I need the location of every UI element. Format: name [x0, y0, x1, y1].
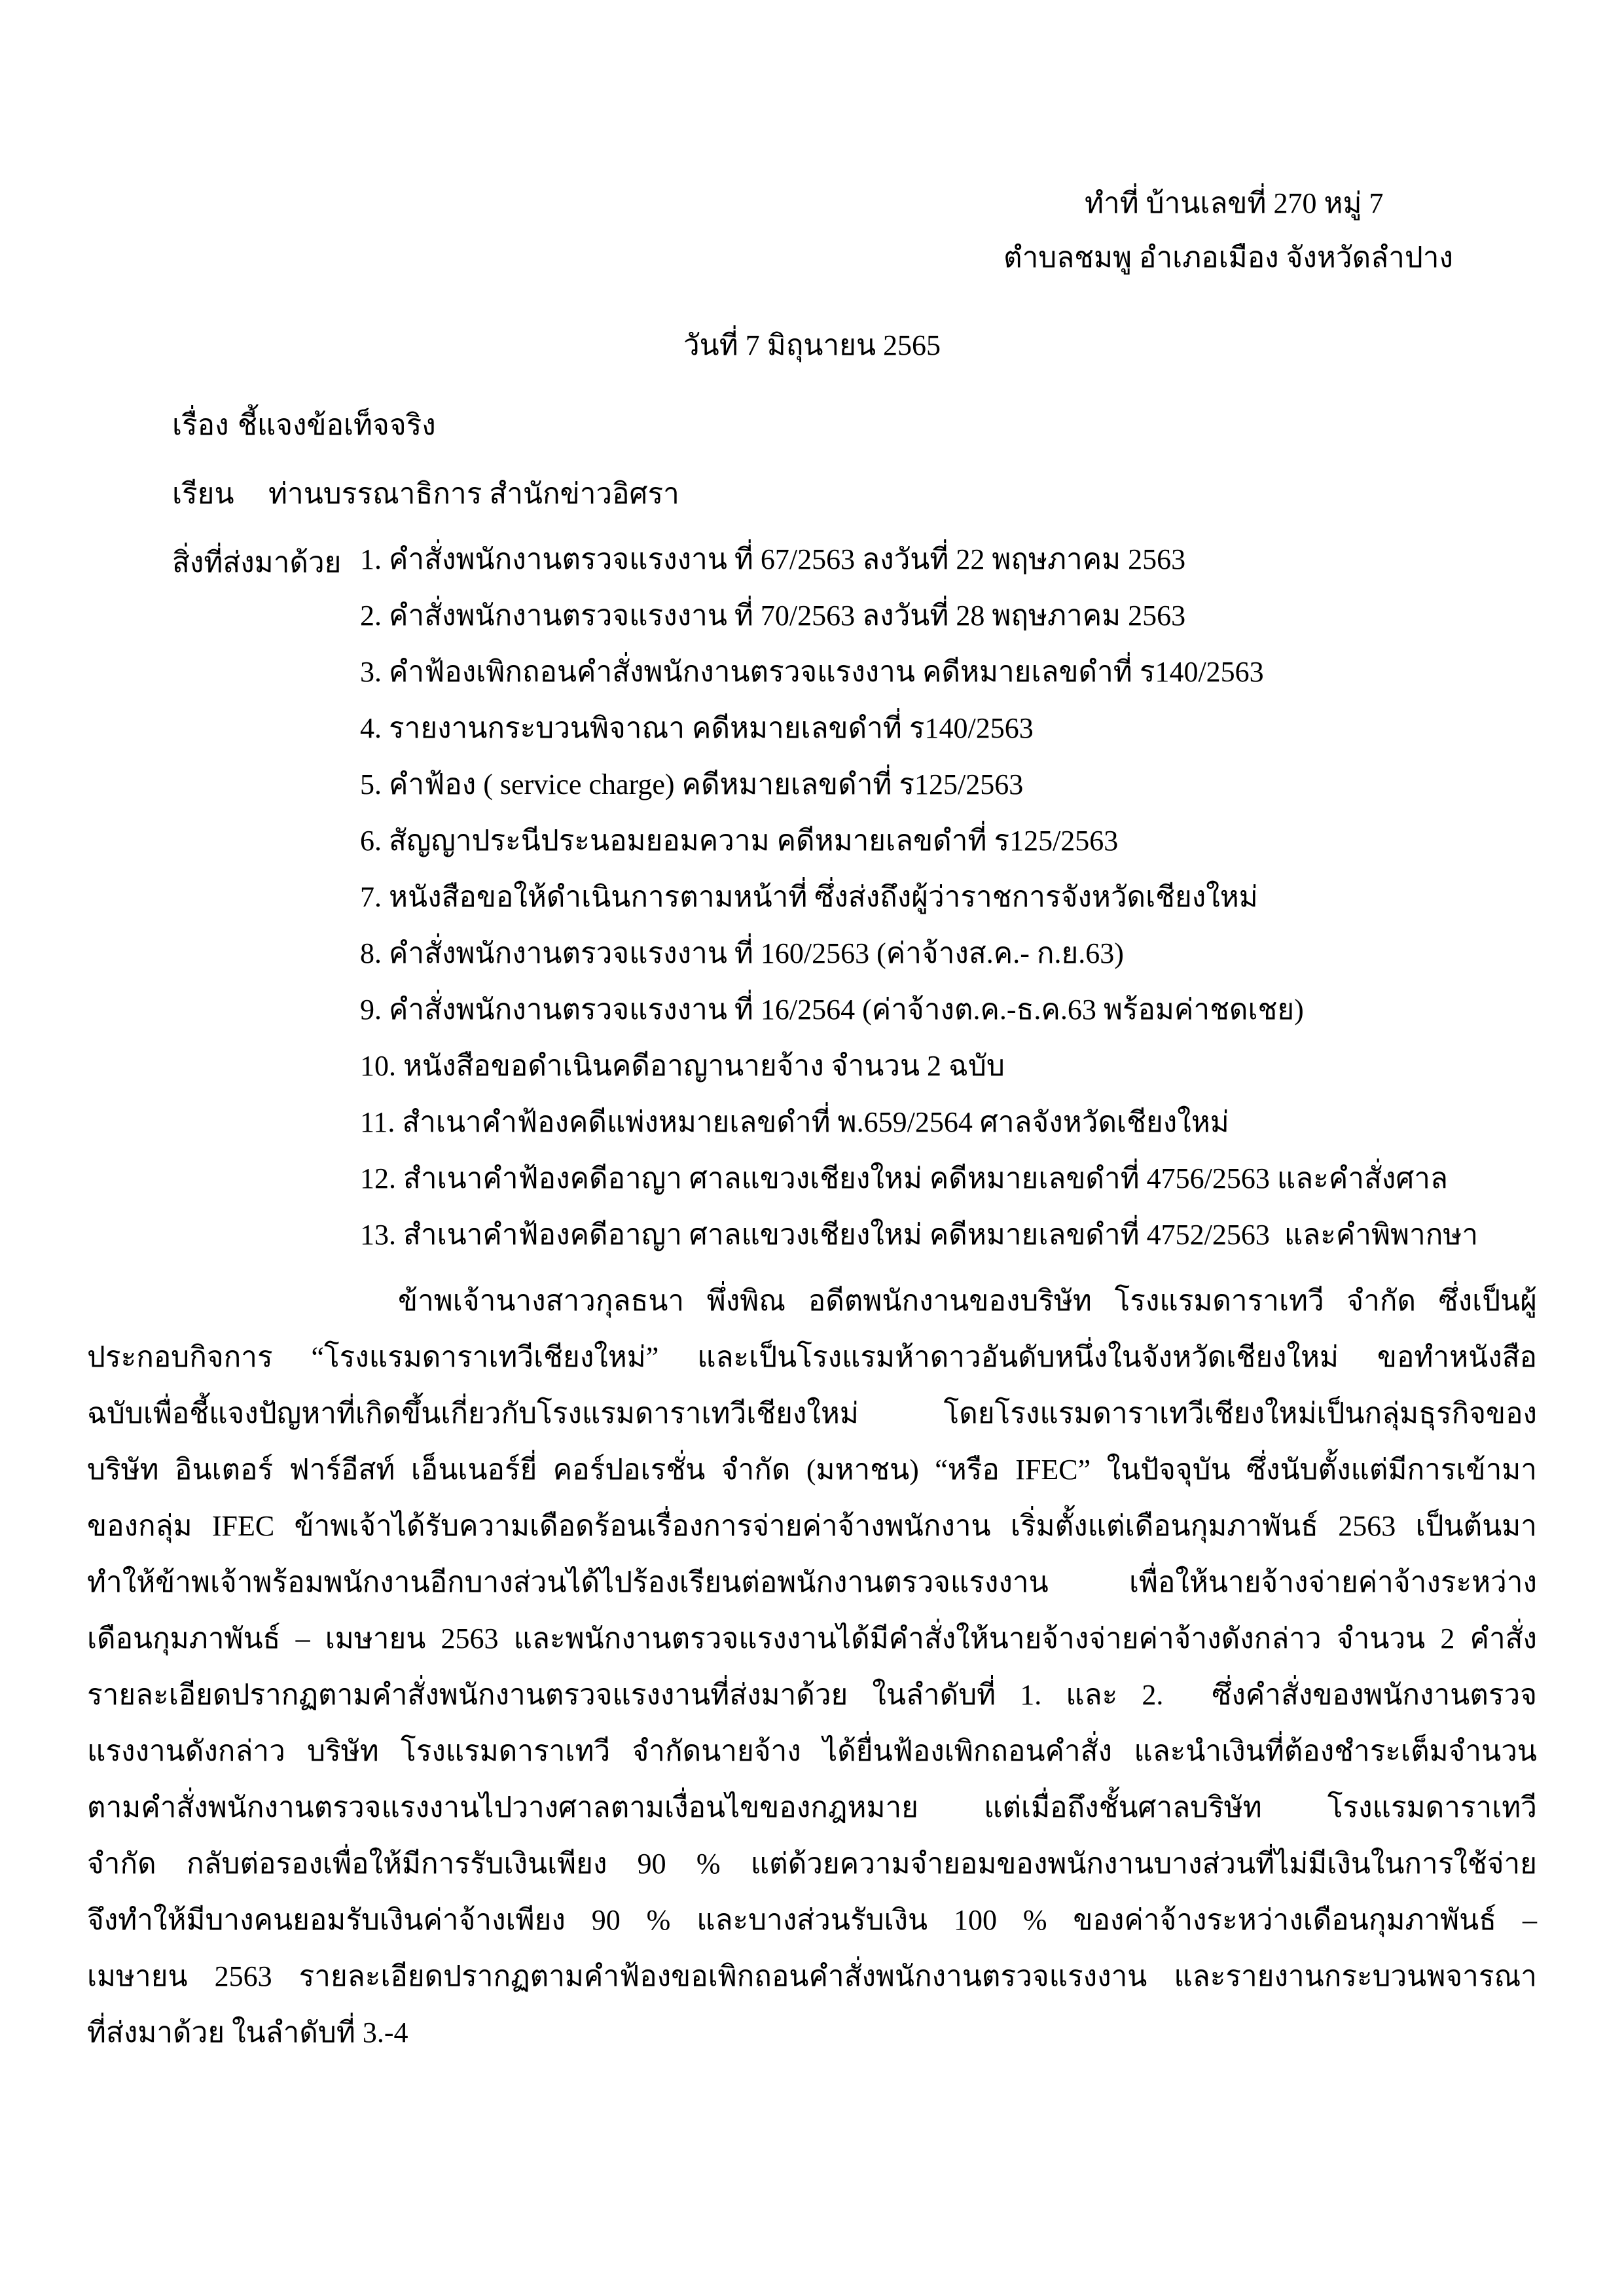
body-line: เมษายน 2563 รายละเอียดปรากฏตามคำฟ้องขอเพิกถอนคำสั่งพนักงานตรวจแรงงาน และรายงานกระบวนพจารณา	[87, 1960, 1537, 1992]
recipient-value: ท่านบรรณาธิการ สำนักข่าวอิศรา	[268, 478, 679, 510]
attachment-item: 6. สัญญาประนีประนอมยอมความ คดีหมายเลขดำที่ ร125/2563	[360, 825, 1119, 857]
attachment-item: 9. คำสั่งพนักงานตรวจแรงงาน ที่ 16/2564 (ค่าจ้างต.ค.-ธ.ค.63 พร้อมค่าชดเชย)	[360, 994, 1304, 1026]
attachments-label: สิ่งที่ส่งมาด้วย	[172, 547, 342, 579]
made-at-line: ทำที่ บ้านเลขที่ 270 หมู่ 7	[1085, 187, 1384, 219]
date-line: วันที่ 7 มิถุนายน 2565	[683, 329, 941, 361]
body-line: จึงทำให้มีบางคนยอมรับเงินค่าจ้างเพียง 90 % และบางส่วนรับเงิน 100 % ของค่าจ้างระหว่างเดือนกุมภาพันธ์ –	[87, 1904, 1537, 1936]
attachment-item: 12. สำเนาคำฟ้องคดีอาญา ศาลแขวงเชียงใหม่ คดีหมายเลขดำที่ 4756/2563 และคำสั่งศาล	[360, 1162, 1448, 1194]
attachment-item: 10. หนังสือขอดำเนินคดีอาญานายจ้าง จำนวน 2 ฉบับ	[360, 1050, 1005, 1082]
attachment-item: 1. คำสั่งพนักงานตรวจแรงงาน ที่ 67/2563 ลงวันที่ 22 พฤษภาคม 2563	[360, 543, 1186, 575]
body-line: แรงงานดังกล่าว บริษัท โรงแรมดาราเทวี จำกัดนายจ้าง ได้ยื่นฟ้องเพิกถอนคำสั่ง และนำเงินที่ต้องชำระเต็มจำนวน	[87, 1735, 1537, 1767]
body-line: บริษัท อินเตอร์ ฟาร์อีสท์ เอ็นเนอร์ยี่ คอร์ปอเรชั่น จำกัด (มหาชน) “หรือ IFEC” ในปัจจุบัน ซึ่งนับตั้งแต่มีการเข้ามา	[87, 1454, 1537, 1486]
address-line: ตำบลชมพู อำเภอเมือง จังหวัดลำปาง	[1003, 242, 1453, 274]
body-line: ฉบับเพื่อชี้แจงปัญหาที่เกิดขึ้นเกี่ยวกับโรงแรมดาราเทวีเชียงใหม่ โดยโรงแรมดาราเทวีเชียงใหม่เป็นกลุ่มธุรกิจของ	[87, 1397, 1537, 1429]
subject-value: ชี้แจงข้อเท็จจริง	[238, 409, 436, 441]
body-line: ประกอบกิจการ “โรงแรมดาราเทวีเชียงใหม่” และเป็นโรงแรมห้าดาวอันดับหนึ่งในจังหวัดเชียงใหม่ ขอทำหนังสือ	[87, 1341, 1537, 1373]
body-line: ที่ส่งมาด้วย ในลำดับที่ 3.-4	[87, 2017, 408, 2049]
letter-body	[87, 1273, 1537, 2061]
attachment-item: 2. คำสั่งพนักงานตรวจแรงงาน ที่ 70/2563 ลงวันที่ 28 พฤษภาคม 2563	[360, 600, 1186, 632]
attachment-item: 4. รายงานกระบวนพิจาณา คดีหมายเลขดำที่ ร140/2563	[360, 712, 1034, 744]
attachment-item: 7. หนังสือขอให้ดำเนินการตามหน้าที่ ซึ่งส่งถึงผู้ว่าราชการจังหวัดเชียงใหม่	[360, 881, 1258, 913]
subject-label: เรื่อง	[172, 409, 229, 441]
body-line: ทำให้ข้าพเจ้าพร้อมพนักงานอีกบางส่วนได้ไปร้องเรียนต่อพนักงานตรวจแรงงาน เพื่อให้นายจ้างจ่ายค่าจ้างระหว่าง	[87, 1566, 1537, 1598]
attachment-item: 13. สำเนาคำฟ้องคดีอาญา ศาลแขวงเชียงใหม่ คดีหมายเลขดำที่ 4752/2563 และคำพิพากษา	[360, 1219, 1479, 1251]
body-line: เดือนกุมภาพันธ์ – เมษายน 2563 และพนักงานตรวจแรงงานได้มีคำสั่งให้นายจ้างจ่ายค่าจ้างดังกล่าว จำนวน 2 คำสั่ง	[87, 1623, 1537, 1655]
attachment-item: 5. คำฟ้อง ( service charge) คดีหมายเลขดำที่ ร125/2563	[360, 768, 1024, 800]
attachments-list	[360, 531, 1545, 1263]
body-line: ตามคำสั่งพนักงานตรวจแรงงานไปวางศาลตามเงื่อนไขของกฎหมาย แต่เมื่อถึงชั้นศาลบริษัท โรงแรมดาราเทวี	[87, 1791, 1537, 1823]
attachment-item: 3. คำฟ้องเพิกถอนคำสั่งพนักงานตรวจแรงงาน คดีหมายเลขดำที่ ร140/2563	[360, 656, 1264, 688]
body-line: จำกัด กลับต่อรองเพื่อให้มีการรับเงินเพียง 90 % แต่ด้วยความจำยอมของพนักงานบางส่วนที่ไม่มีเงินในการใช้จ่าย	[87, 1848, 1537, 1880]
recipient-label: เรียน	[172, 478, 234, 510]
attachment-item: 11. สำเนาคำฟ้องคดีแพ่งหมายเลขดำที่ พ.659/2564 ศาลจังหวัดเชียงใหม่	[360, 1106, 1229, 1138]
body-line: รายละเอียดปรากฏตามคำสั่งพนักงานตรวจแรงงานที่ส่งมาด้วย ในลำดับที่ 1. และ 2. ซึ่งคำสั่งของพนักงานตรวจ	[87, 1679, 1537, 1711]
attachment-item: 8. คำสั่งพนักงานตรวจแรงงาน ที่ 160/2563 (ค่าจ้างส.ค.- ก.ย.63)	[360, 937, 1124, 969]
body-line: ข้าพเจ้านางสาวกุลธนา พึ่งพิณ อดีตพนักงานของบริษัท โรงแรมดาราเทวี จำกัด ซึ่งเป็นผู้	[398, 1285, 1537, 1317]
body-line: ของกลุ่ม IFEC ข้าพเจ้าได้รับความเดือดร้อนเรื่องการจ่ายค่าจ้างพนักงาน เริ่มตั้งแต่เดือนกุมภาพันธ์ 2563 เป็นต้นมา	[87, 1510, 1537, 1542]
